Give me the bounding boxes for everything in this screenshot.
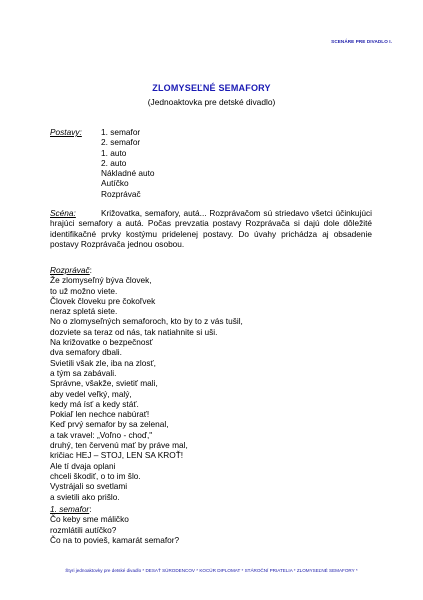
verse-line: dva semafory dbali. [50, 347, 122, 358]
verse-line: a tak vravel: „Voľno - choď," [50, 429, 153, 440]
postava-item: 2. auto [101, 157, 127, 168]
verse-line: dozviete sa teraz od nás, tak natiahnite si uši. [50, 326, 218, 337]
verse-line: rozmlátili autíčko? [50, 524, 117, 535]
verse-line: Ale tí dvaja oplani [50, 460, 116, 471]
postavy-label: Postavy: [50, 127, 82, 137]
verse-line: to už možno viete. [50, 285, 118, 296]
verse-line: Človek človeku pre čokoľvek [50, 295, 156, 306]
postava-item: Nákladné auto [101, 168, 155, 179]
header-note: SCENÁRE PRE DIVADLO I. [331, 39, 392, 44]
postavy-list [101, 127, 155, 199]
verse-line: Svietili však zle, iba na zlosť, [50, 357, 156, 368]
verse-line: a svietili ako prišlo. [50, 491, 120, 502]
verse-line: Keď prvý semafor by sa zelenal, [50, 419, 169, 430]
scena-label: Scéna: [50, 208, 76, 218]
rozpravac-speaker: Rozprávač: [50, 265, 92, 275]
verse-line: Na križovatke o bezpečnosť [50, 337, 153, 348]
rozpravac-section [50, 265, 372, 502]
verse-line: Že zlomyseľný býva človek, [50, 275, 152, 286]
verse-line: Správne, všakže, svietiť mali, [50, 378, 158, 389]
verse-line: Pokiaľ len nechce nabúrať! [50, 409, 150, 420]
verse-line: Vystrájali so svetlami [50, 481, 128, 492]
verse-line: Čo keby sme máličko [50, 514, 129, 525]
play-title: ZLOMYSEĽNÉ SEMAFORY [152, 83, 271, 93]
postava-item: 1. semafor [101, 127, 141, 137]
verse-line: druhý, ten červenú mať by práve mal, [50, 440, 188, 451]
postavy-label-text: Postavy [50, 127, 80, 137]
scena-text: Križovatka, semafory, autá... Rozprávačom sú striedavo všetci účinkujúci hrajúci semafory a autá. Počas prevzatia postavy Rozprávača si dajú dole dôležité identifikačné prvky kostýmu pridelenej postavy. Do úvahy prichádza aj obsadenie postavy Rozprávača jednou osobou. [50, 208, 372, 249]
verse-line: neraz spletá siete. [50, 306, 118, 317]
postava-item: Rozprávač [101, 188, 141, 199]
verse-line: chceli škodiť, o to im šlo. [50, 470, 141, 481]
postava-item: 1. auto [101, 147, 127, 158]
postava-item: 2. semafor [101, 137, 141, 148]
semafor1-speaker-label: 1. semafor [50, 504, 90, 514]
semafor1-lines [50, 514, 372, 545]
play-subtitle: (Jednoaktovka pre detské divadlo) [147, 97, 276, 107]
semafor1-speaker: 1. semafor: [50, 504, 92, 514]
verse-line: kričiac HEJ – STOJ, LEN SA KROŤ! [50, 450, 184, 461]
verse-line: aby vedel veľký, malý, [50, 388, 132, 399]
rozpravac-speaker-label: Rozprávač [50, 265, 90, 275]
scena-paragraph [50, 208, 372, 249]
postava-item: Autíčko [101, 178, 129, 189]
semafor1-section [50, 504, 372, 545]
verse-line: kedy má ísť a kedy stáť. [50, 398, 139, 409]
scena-label-text: Scéna [50, 208, 74, 218]
page-footer: Štyri jednoaktovky pre detské divadlo * DESAŤ SÚRODENCOV * KOCÚR DIPLOMAT * STÁROČNÍ PRIATELIA * ZLOMYSEĽNÉ SEMAFORY * [65, 568, 358, 573]
verse-line: Čo na to povieš, kamarát semafor? [50, 534, 180, 545]
verse-line: No o zlomyseľných semaforoch, kto by to z vás tušil, [50, 316, 243, 327]
verse-line: a tým sa zabávali. [50, 367, 117, 378]
rozpravac-lines [50, 275, 372, 502]
